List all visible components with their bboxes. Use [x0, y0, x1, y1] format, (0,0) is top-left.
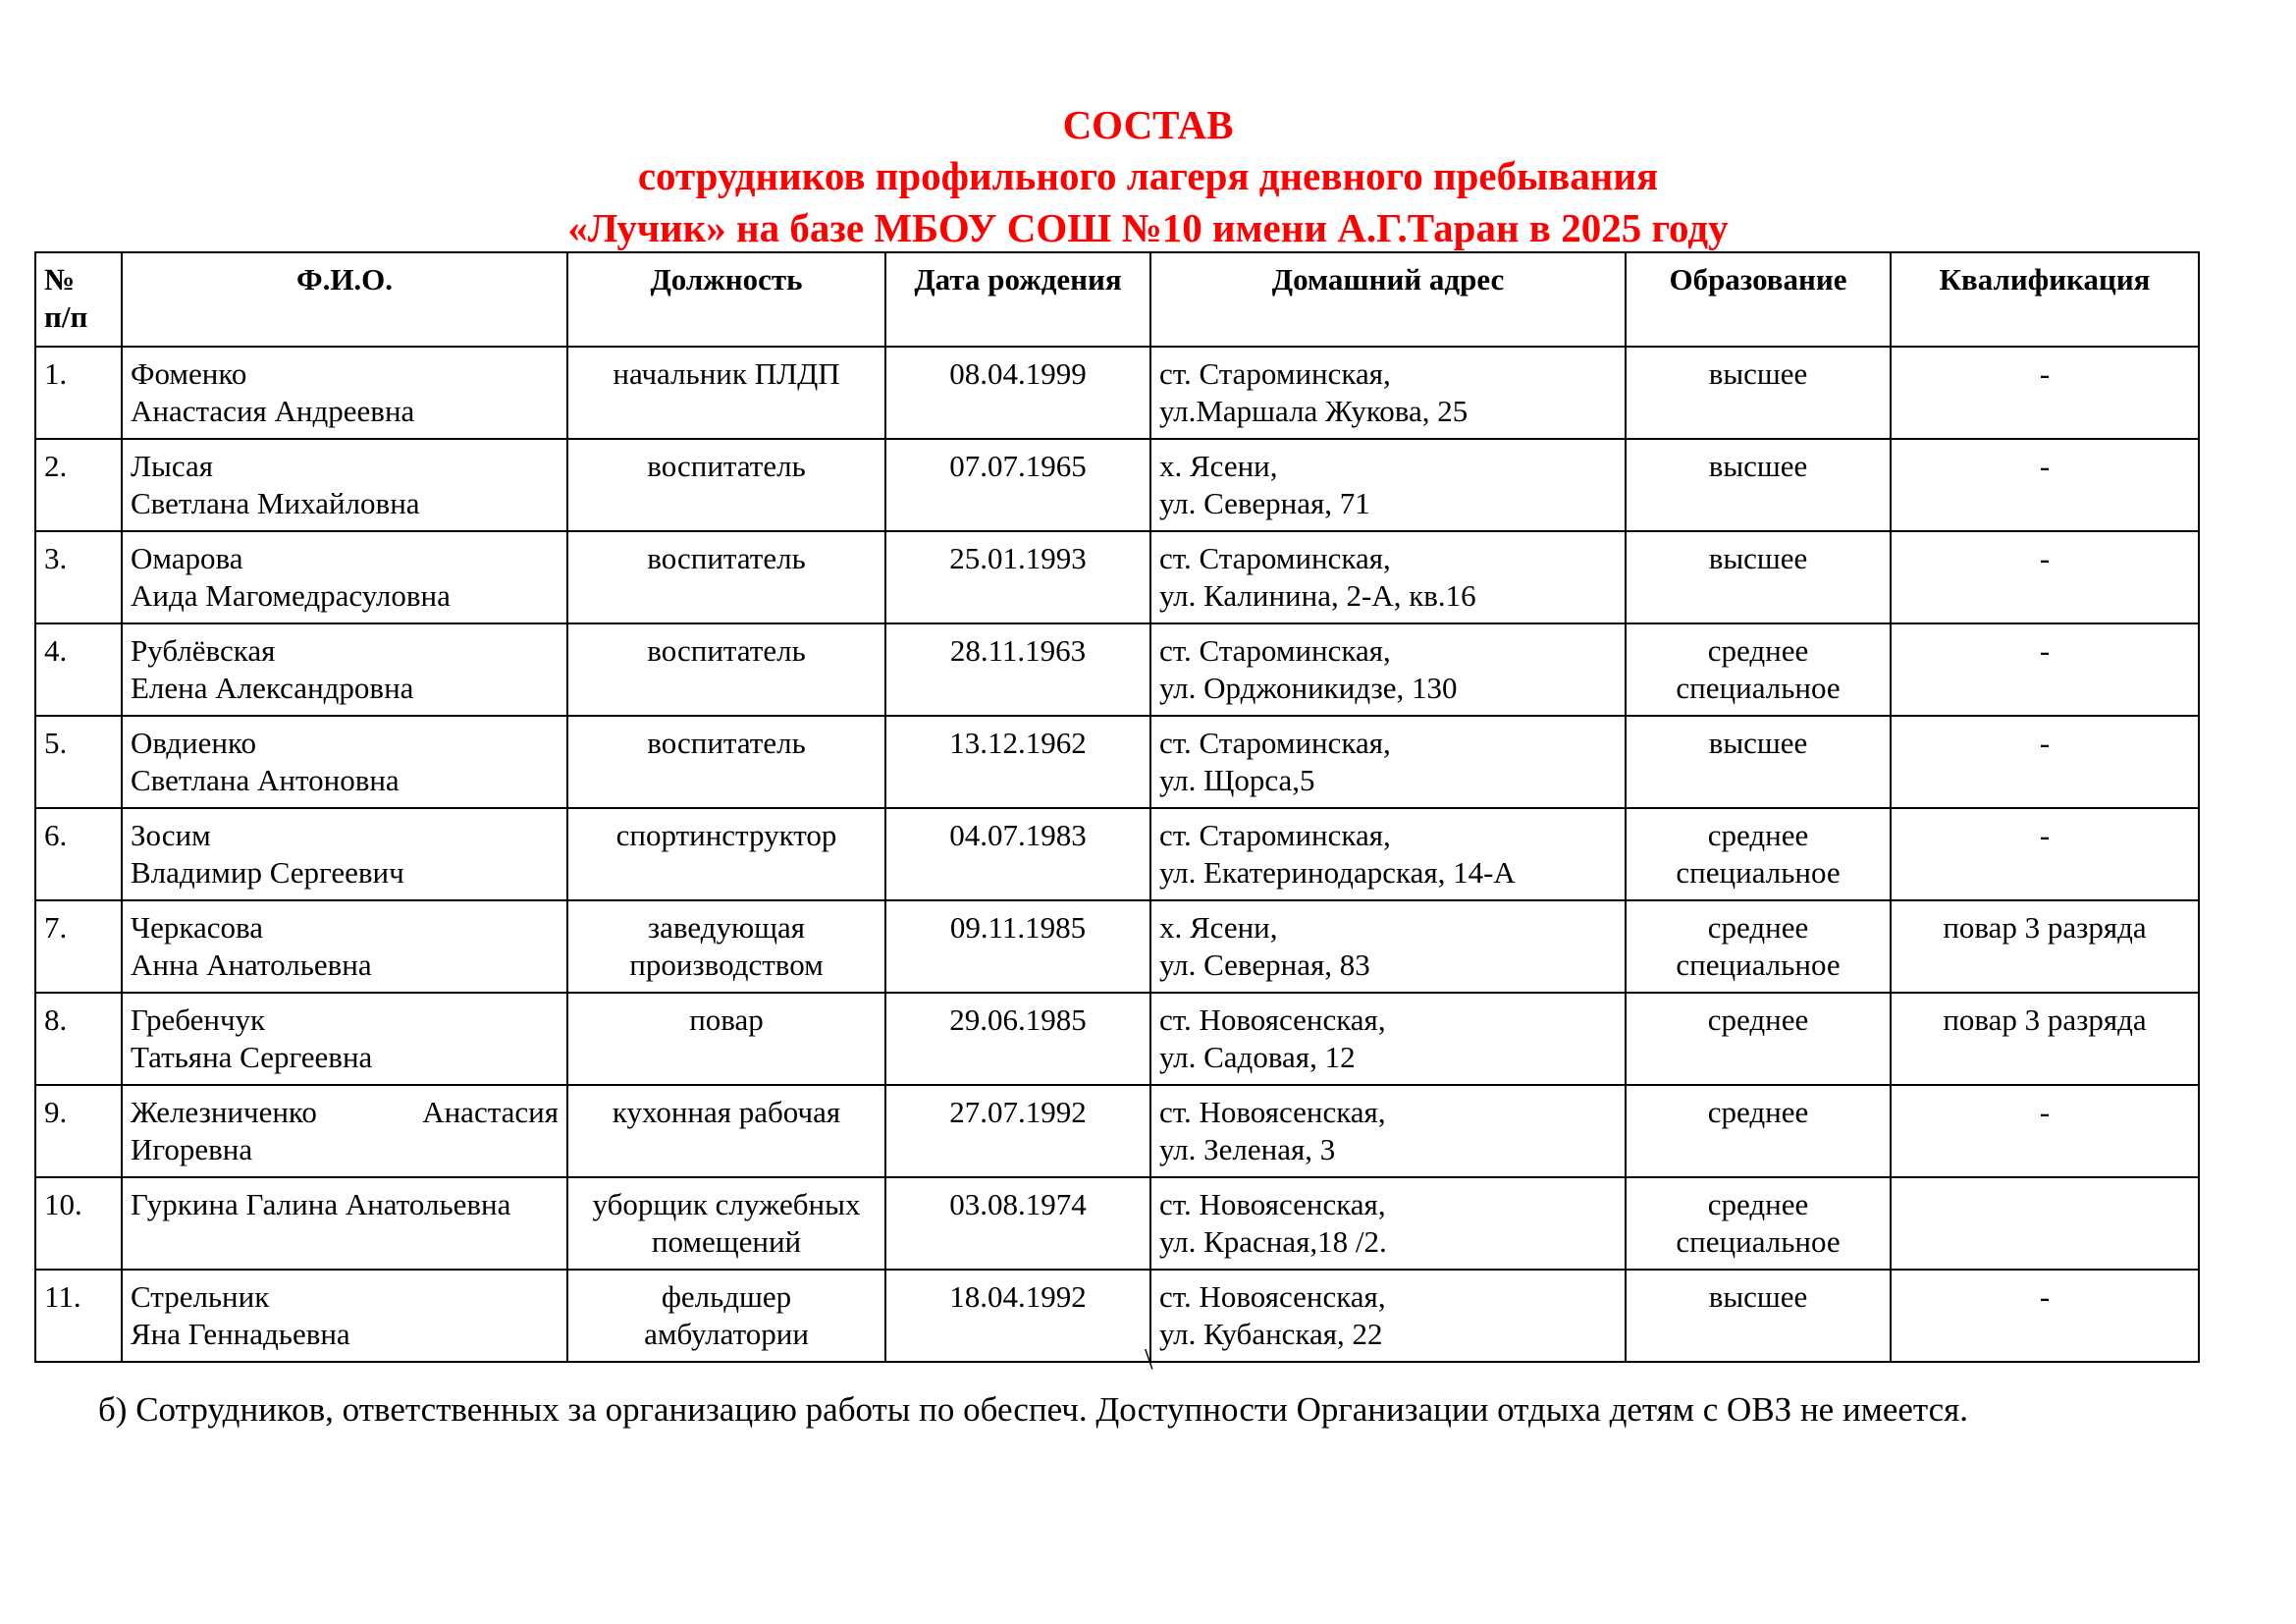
- address-line-2: ул. Зеленая, 3: [1159, 1132, 1336, 1166]
- education-line-1: высшее: [1708, 541, 1808, 575]
- row-qualification: повар 3 разряда: [1891, 900, 2199, 993]
- row-education: [1626, 1177, 1891, 1270]
- row-address: [1150, 900, 1626, 993]
- row-education: [1626, 347, 1891, 439]
- address-line-2: ул. Красная,18 /2.: [1159, 1224, 1387, 1259]
- address-line-1: ст. Староминская,: [1159, 818, 1391, 852]
- row-name: [122, 993, 567, 1085]
- address-line-1: ст. Староминская,: [1159, 726, 1391, 760]
- name-line-1: Овдиенко: [131, 726, 256, 760]
- row-position: [567, 808, 885, 900]
- position-line-2: амбулатории: [644, 1317, 809, 1351]
- row-address: [1150, 439, 1626, 531]
- table-row: [35, 1085, 2199, 1177]
- name-line-2: Аида Магомедрасуловна: [131, 578, 451, 613]
- row-address: [1150, 993, 1626, 1085]
- row-position: [567, 439, 885, 531]
- row-num: 3.: [35, 531, 122, 623]
- row-position: [567, 1085, 885, 1177]
- row-name: [122, 623, 567, 716]
- footnote-text: б) Сотрудников, ответственных за организацию работы по обеспеч. Доступности Организации отдыха детям с ОВЗ не имеется.: [98, 1390, 1969, 1429]
- education-line-1: среднее: [1707, 910, 1809, 945]
- row-dob: 18.04.1992: [885, 1270, 1150, 1362]
- address-line-2: ул. Северная, 71: [1159, 486, 1370, 520]
- row-address: [1150, 531, 1626, 623]
- row-position: [567, 993, 885, 1085]
- row-education: [1626, 531, 1891, 623]
- position-line-1: фельдшер: [661, 1279, 792, 1314]
- row-name: [122, 1270, 567, 1362]
- address-line-2: ул. Калинина, 2-А, кв.16: [1159, 578, 1476, 613]
- education-line-1: высшее: [1708, 449, 1808, 483]
- education-line-1: среднее: [1707, 818, 1809, 852]
- address-line-2: ул. Орджоникидзе, 130: [1159, 671, 1458, 705]
- row-position: [567, 900, 885, 993]
- row-num: 9.: [35, 1085, 122, 1177]
- row-name: [122, 531, 567, 623]
- header-name: Ф.И.О.: [122, 252, 567, 347]
- address-line-1: ст. Новоясенская,: [1159, 1187, 1386, 1221]
- table-row: [35, 531, 2199, 623]
- row-position: [567, 1177, 885, 1270]
- row-qualification: повар 3 разряда: [1891, 993, 2199, 1085]
- row-address: [1150, 716, 1626, 808]
- table-row: [35, 716, 2199, 808]
- row-qualification: -: [1891, 347, 2199, 439]
- position-line-2: помещений: [651, 1224, 802, 1259]
- address-line-2: ул. Кубанская, 22: [1159, 1317, 1383, 1351]
- address-line-2: ул. Северная, 83: [1159, 947, 1370, 982]
- name-line-2: Игоревна: [131, 1132, 253, 1166]
- row-dob: 28.11.1963: [885, 623, 1150, 716]
- name-line-2: Анна Анатольевна: [131, 947, 372, 982]
- table-row: [35, 993, 2199, 1085]
- address-line-1: ст. Староминская,: [1159, 541, 1391, 575]
- education-line-1: среднее: [1707, 1095, 1809, 1129]
- row-dob: 04.07.1983: [885, 808, 1150, 900]
- row-dob: 29.06.1985: [885, 993, 1150, 1085]
- row-education: [1626, 716, 1891, 808]
- table-header-row: [35, 252, 2199, 347]
- row-education: [1626, 808, 1891, 900]
- row-education: [1626, 623, 1891, 716]
- header-num-line-1: №: [44, 262, 76, 297]
- row-name: [122, 1177, 567, 1270]
- address-line-2: ул. Щорса,5: [1159, 763, 1315, 797]
- position-line-1: повар: [689, 1002, 764, 1037]
- name-line-2: Светлана Антоновна: [131, 763, 400, 797]
- name-line-1: Фоменко: [131, 356, 247, 391]
- row-address: [1150, 1085, 1626, 1177]
- row-num: 5.: [35, 716, 122, 808]
- row-education: [1626, 900, 1891, 993]
- education-line-1: высшее: [1708, 1279, 1808, 1314]
- header-qualification: Квалификация: [1891, 252, 2199, 347]
- row-dob: 03.08.1974: [885, 1177, 1150, 1270]
- row-qualification: -: [1891, 1085, 2199, 1177]
- header-education: Образование: [1626, 252, 1891, 347]
- row-qualification: -: [1891, 439, 2199, 531]
- name-line-1: Гуркина Галина Анатольевна: [131, 1187, 511, 1221]
- row-dob: 27.07.1992: [885, 1085, 1150, 1177]
- row-num: 8.: [35, 993, 122, 1085]
- row-address: [1150, 347, 1626, 439]
- stray-backslash-mark: \: [1145, 1341, 1153, 1376]
- position-line-1: начальник ПЛДП: [613, 356, 840, 391]
- name-line-1: Рублёвская: [131, 633, 276, 668]
- name-line-2: Анастасия Андреевна: [131, 394, 415, 428]
- document-subtitle-line-1: сотрудников профильного лагеря дневного пребывания: [637, 153, 1659, 198]
- education-line-2: специальное: [1676, 947, 1841, 982]
- row-qualification: -: [1891, 531, 2199, 623]
- row-name: [122, 808, 567, 900]
- address-line-2: ул. Екатеринодарская, 14-А: [1159, 855, 1516, 890]
- row-address: [1150, 1270, 1626, 1362]
- row-position: [567, 716, 885, 808]
- row-education: [1626, 1270, 1891, 1362]
- row-dob: 08.04.1999: [885, 347, 1150, 439]
- row-name: [122, 439, 567, 531]
- row-address: [1150, 623, 1626, 716]
- address-line-1: ст. Староминская,: [1159, 356, 1391, 391]
- name-line-2: Яна Геннадьевна: [131, 1317, 350, 1351]
- row-qualification: -: [1891, 808, 2199, 900]
- position-line-1: воспитатель: [647, 633, 806, 668]
- education-line-2: специальное: [1676, 855, 1841, 890]
- row-qualification: -: [1891, 1270, 2199, 1362]
- position-line-1: кухонная рабочая: [612, 1095, 841, 1129]
- position-line-1: заведующая: [647, 910, 806, 945]
- staff-table: [34, 251, 2200, 1363]
- header-dob: Дата рождения: [885, 252, 1150, 347]
- table-row: [35, 347, 2199, 439]
- address-line-2: ул.Маршала Жукова, 25: [1159, 394, 1468, 428]
- row-qualification: -: [1891, 716, 2199, 808]
- table-row: [35, 900, 2199, 993]
- position-line-2: производством: [629, 947, 824, 982]
- education-line-1: среднее: [1707, 1002, 1809, 1037]
- education-line-1: среднее: [1707, 1187, 1809, 1221]
- row-name: [122, 716, 567, 808]
- row-num: 10.: [35, 1177, 122, 1270]
- position-line-1: спортинструктор: [615, 818, 837, 852]
- row-position: [567, 1270, 885, 1362]
- table-row: [35, 623, 2199, 716]
- row-position: [567, 531, 885, 623]
- row-address: [1150, 1177, 1626, 1270]
- row-num: 4.: [35, 623, 122, 716]
- row-dob: 13.12.1962: [885, 716, 1150, 808]
- table-row: [35, 1177, 2199, 1270]
- header-num: [35, 252, 122, 347]
- table-row: [35, 1270, 2199, 1362]
- row-education: [1626, 993, 1891, 1085]
- education-line-1: высшее: [1708, 726, 1808, 760]
- row-dob: 07.07.1965: [885, 439, 1150, 531]
- header-num-line-2: п/п: [44, 299, 88, 334]
- row-name: [122, 900, 567, 993]
- name-line-1: Гребенчук: [131, 1002, 266, 1037]
- name-line-1: Омарова: [131, 541, 243, 575]
- address-line-1: ст. Староминская,: [1159, 633, 1391, 668]
- address-line-2: ул. Садовая, 12: [1159, 1040, 1356, 1074]
- row-position: [567, 347, 885, 439]
- name-line-1: Зосим: [131, 818, 211, 852]
- row-num: 1.: [35, 347, 122, 439]
- education-line-2: специальное: [1676, 671, 1841, 705]
- name-surname: Железниченко: [131, 1095, 317, 1129]
- address-line-1: х. Ясени,: [1159, 910, 1278, 945]
- address-line-1: ст. Новоясенская,: [1159, 1279, 1386, 1314]
- address-line-1: ст. Новоясенская,: [1159, 1095, 1386, 1129]
- education-line-1: среднее: [1707, 633, 1809, 668]
- table-row: [35, 808, 2199, 900]
- name-line-1: Лысая: [131, 449, 214, 483]
- address-line-1: ст. Новоясенская,: [1159, 1002, 1386, 1037]
- address-line-1: х. Ясени,: [1159, 449, 1278, 483]
- name-line-2: Татьяна Сергеевна: [131, 1040, 373, 1074]
- name-line-2: Светлана Михайловна: [131, 486, 420, 520]
- row-num: 2.: [35, 439, 122, 531]
- name-line-1: Черкасова: [131, 910, 264, 945]
- row-dob: 25.01.1993: [885, 531, 1150, 623]
- row-num: 7.: [35, 900, 122, 993]
- row-education: [1626, 439, 1891, 531]
- row-num: 11.: [35, 1270, 122, 1362]
- name-given: Анастасия: [422, 1095, 559, 1129]
- row-education: [1626, 1085, 1891, 1177]
- position-line-1: уборщик служебных: [592, 1187, 861, 1221]
- row-name: [122, 1085, 567, 1177]
- position-line-1: воспитатель: [647, 541, 806, 575]
- education-line-2: специальное: [1676, 1224, 1841, 1259]
- header-address: Домашний адрес: [1150, 252, 1626, 347]
- name-line-1: [131, 1094, 559, 1131]
- row-name: [122, 347, 567, 439]
- document-subtitle-line-2: «Лучик» на базе МБОУ СОШ №10 имени А.Г.Таран в 2025 году: [567, 205, 1729, 250]
- row-qualification: -: [1891, 623, 2199, 716]
- row-dob: 09.11.1985: [885, 900, 1150, 993]
- row-num: 6.: [35, 808, 122, 900]
- header-position: Должность: [567, 252, 885, 347]
- row-address: [1150, 808, 1626, 900]
- education-line-1: высшее: [1708, 356, 1808, 391]
- row-qualification: [1891, 1177, 2199, 1270]
- row-position: [567, 623, 885, 716]
- name-line-2: Елена Александровна: [131, 671, 414, 705]
- name-line-1: Стрельник: [131, 1279, 270, 1314]
- table-row: [35, 439, 2199, 531]
- name-line-2: Владимир Сергеевич: [131, 855, 404, 890]
- position-line-1: воспитатель: [647, 726, 806, 760]
- position-line-1: воспитатель: [647, 449, 806, 483]
- document-title: СОСТАВ: [1062, 102, 1234, 147]
